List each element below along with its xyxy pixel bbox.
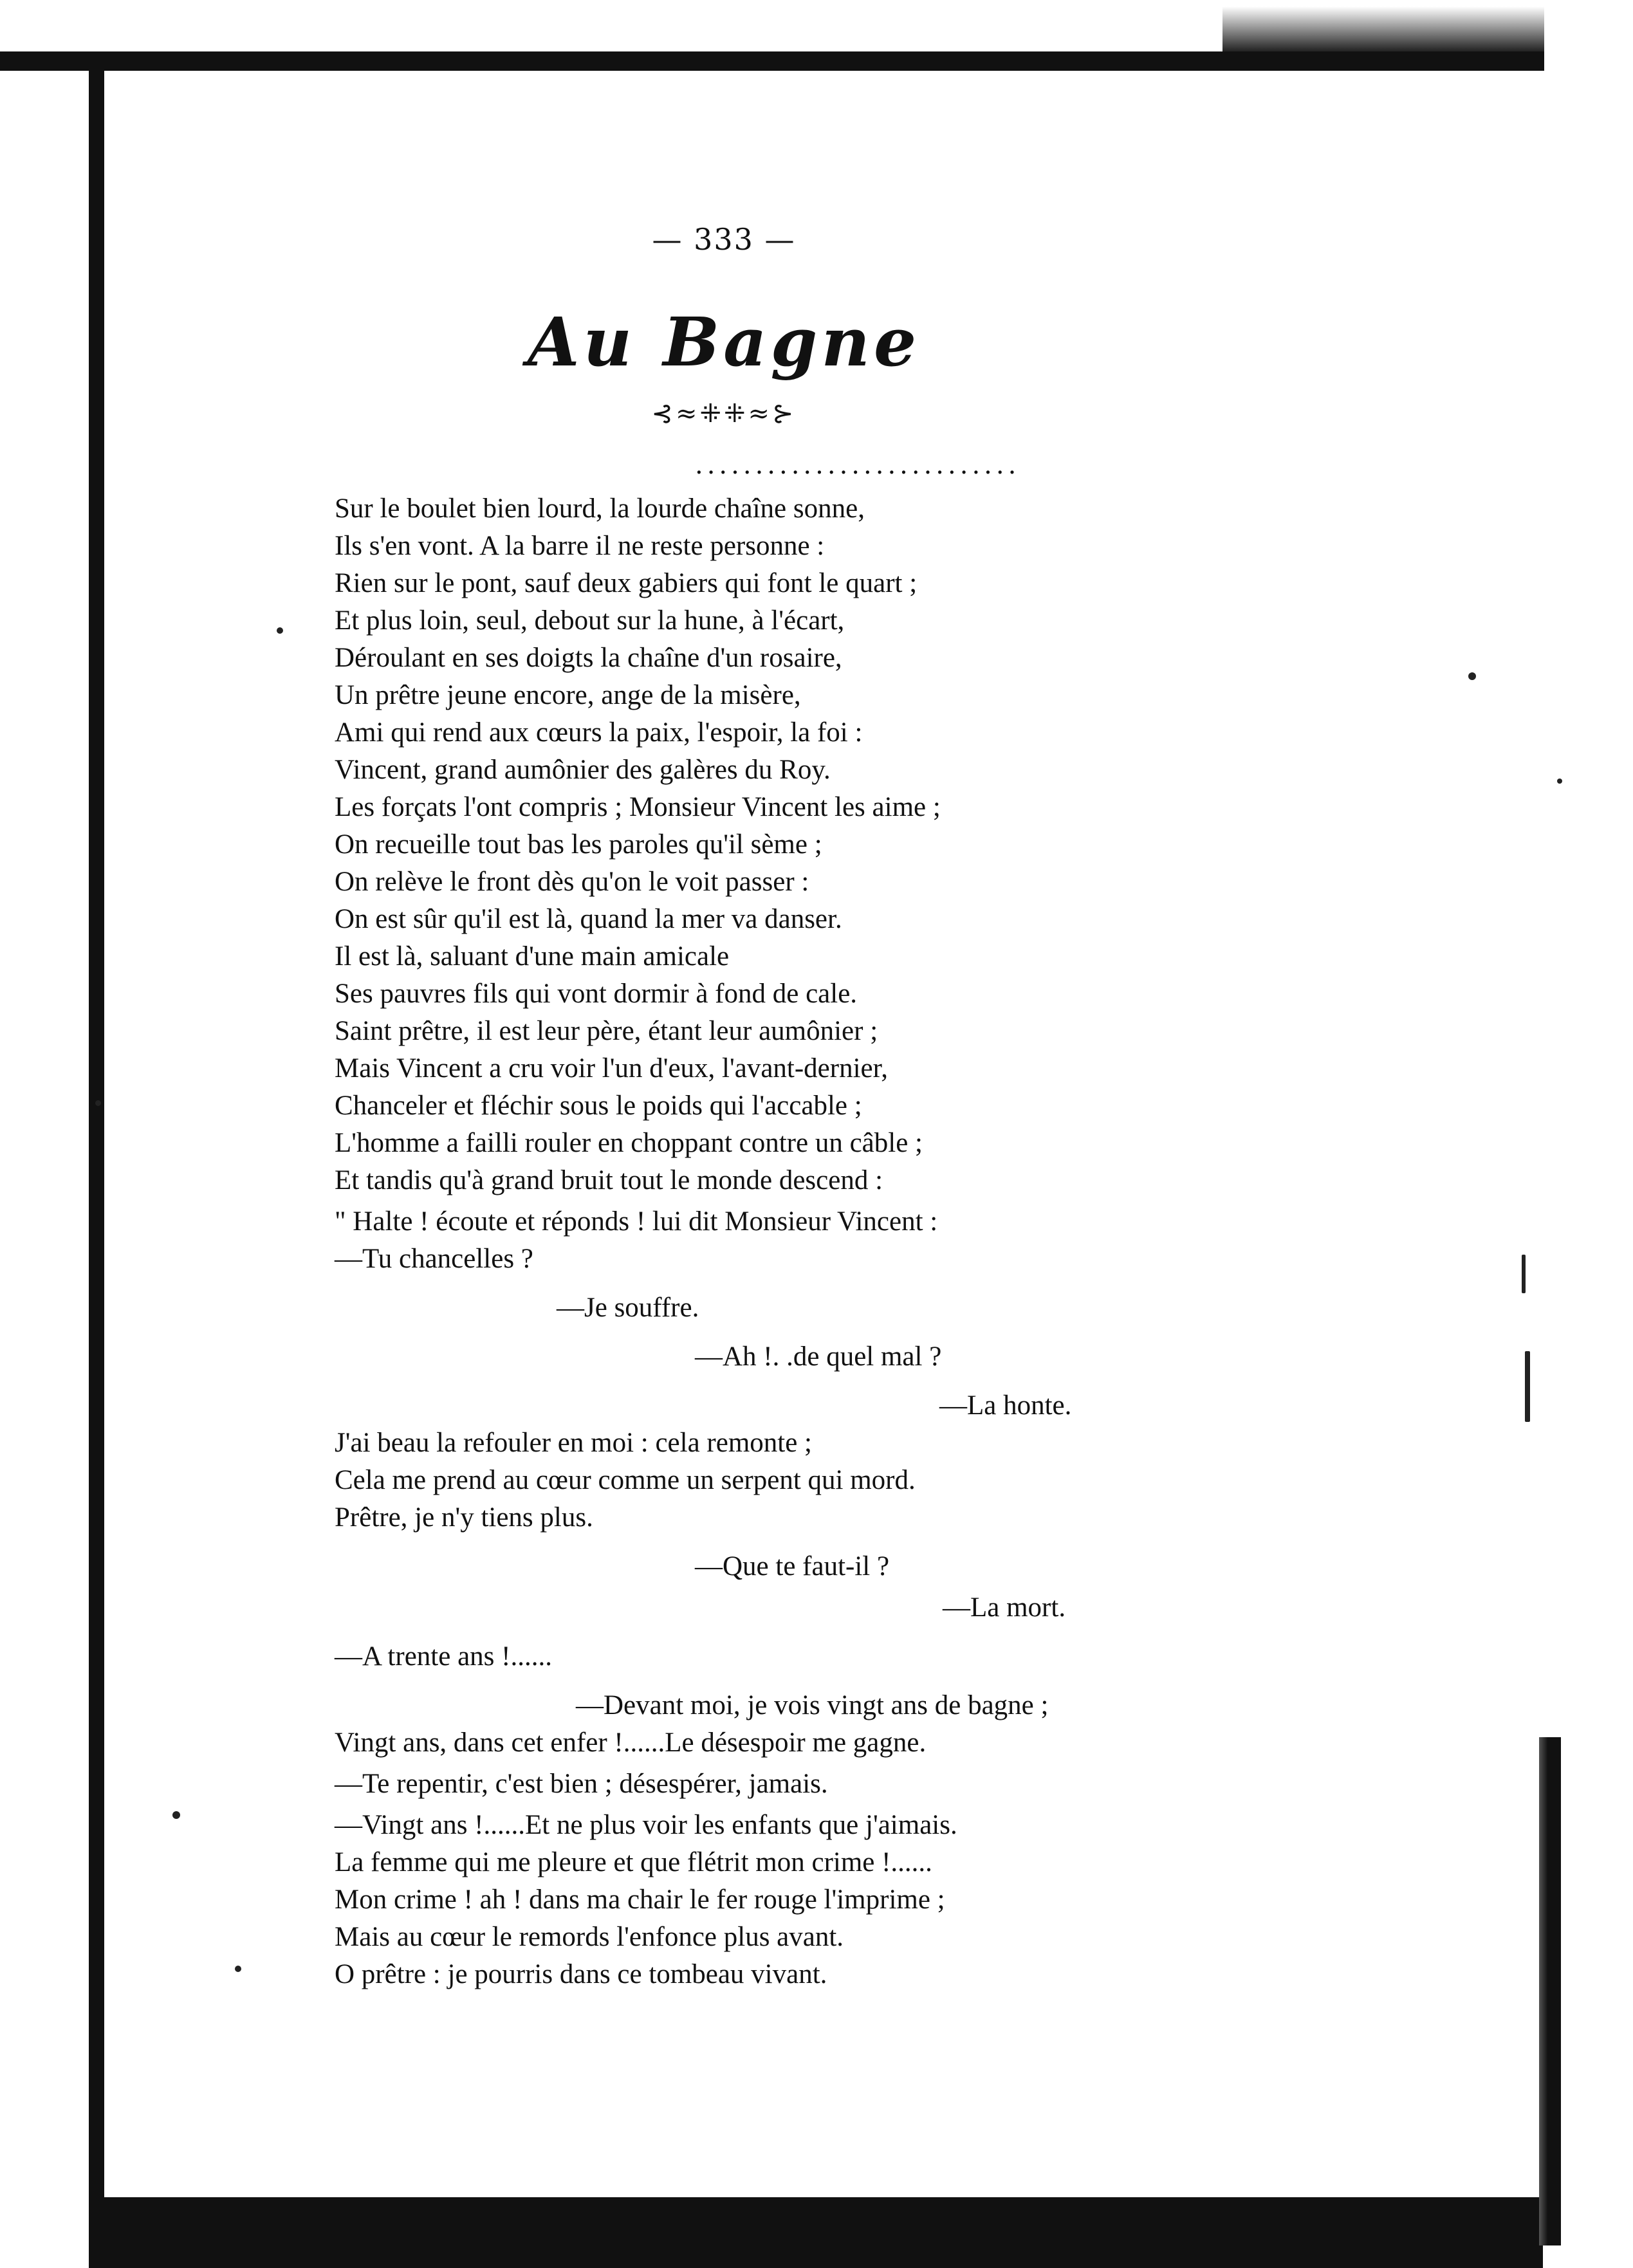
poem-line: Déroulant en ses doigts la chaîne d'un rosaire,: [335, 643, 842, 673]
dialogue-line: —Vingt ans !......Et ne plus voir les enfants que j'aimais.: [335, 1810, 957, 1840]
top-rule: [0, 51, 1544, 71]
poem-line: Sur le boulet bien lourd, la lourde chaîne sonne,: [335, 493, 865, 524]
poem-line: O prêtre : je pourris dans ce tombeau vivant.: [335, 1959, 827, 1989]
poem-line: Ses pauvres fils qui vont dormir à fond de cale.: [335, 979, 858, 1009]
scan-speck: [1525, 1351, 1530, 1422]
left-rule: [89, 64, 104, 2268]
poem-line: J'ai beau la refouler en moi : cela remonte ;: [335, 1428, 813, 1458]
ellipsis-line: ...........................: [695, 450, 1020, 480]
scan-speck: [1522, 1255, 1526, 1293]
poem-line: Vingt ans, dans cet enfer !......Le désespoir me gagne.: [335, 1728, 927, 1758]
poem-line: Un prêtre jeune encore, ange de la misère,: [335, 680, 801, 710]
scan-speck: [277, 627, 283, 634]
dialogue-line: —Ah !. .de quel mal ?: [695, 1341, 942, 1372]
dialogue-line: —La mort.: [943, 1592, 1066, 1623]
bottom-rule: [89, 2197, 1543, 2268]
page-title: Au Bagne: [527, 302, 921, 382]
poem-line: Il est là, saluant d'une main amicale: [335, 941, 730, 972]
dialogue-line: —Je souffre.: [557, 1293, 699, 1323]
poem-line: Et tandis qu'à grand bruit tout le monde descend :: [335, 1165, 883, 1195]
poem-line: On est sûr qu'il est là, quand la mer va danser.: [335, 904, 842, 934]
scan-speck: [95, 1100, 101, 1106]
poem-line: Mon crime ! ah ! dans ma chair le fer rouge l'imprime ;: [335, 1885, 945, 1915]
scan-speck: [1468, 672, 1476, 680]
poem-line: Les forçats l'ont compris ; Monsieur Vincent les aime ;: [335, 792, 941, 822]
poem-line: —Tu chancelles ?: [335, 1244, 533, 1274]
poem-line: Mais Vincent a cru voir l'un d'eux, l'avant-dernier,: [335, 1053, 888, 1083]
dialogue-line: —Devant moi, je vois vingt ans de bagne ;: [576, 1690, 1049, 1720]
dialogue-line: —Que te faut-il ?: [695, 1551, 890, 1581]
poem-line: Vincent, grand aumônier des galères du Roy.: [335, 755, 831, 785]
poem-line: Et plus loin, seul, debout sur la hune, à l'écart,: [335, 605, 845, 636]
scan-speck: [235, 1966, 241, 1972]
poem-line: On relève le front dès qu'on le voit passer :: [335, 867, 809, 897]
scan-speck: [1557, 779, 1562, 784]
poem-line: On recueille tout bas les paroles qu'il sème ;: [335, 829, 822, 860]
poem-line: La femme qui me pleure et que flétrit mon crime !......: [335, 1847, 932, 1877]
poem-line: Cela me prend au cœur comme un serpent qui mord.: [335, 1465, 916, 1495]
poem-line: L'homme a failli rouler en choppant contre un câble ;: [335, 1128, 923, 1158]
dialogue-line: —A trente ans !......: [335, 1641, 552, 1672]
poem-line: Ils s'en vont. A la barre il ne reste personne :: [335, 531, 825, 561]
poem-body: [335, 490, 1184, 1993]
poem-line: Chanceler et fléchir sous le poids qui l'accable ;: [335, 1091, 862, 1121]
poem-line: Ami qui rend aux cœurs la paix, l'espoir, la foi :: [335, 717, 863, 748]
scan-speck: [172, 1811, 180, 1819]
poem-line: " Halte ! écoute et réponds ! lui dit Monsieur Vincent :: [335, 1206, 938, 1237]
poem-line: Rien sur le pont, sauf deux gabiers qui font le quart ;: [335, 568, 918, 598]
poem-line: Prêtre, je n'y tiens plus.: [335, 1502, 593, 1533]
title-ornament: ⊰≈⁜⁜≈⊱: [651, 399, 797, 429]
dialogue-line: —Te repentir, c'est bien ; désespérer, jamais.: [335, 1769, 828, 1799]
right-edge-shadow: [1539, 1737, 1561, 2245]
page-number: — 333 —: [652, 222, 796, 257]
poem-line: Saint prêtre, il est leur père, étant leur aumônier ;: [335, 1016, 878, 1046]
poem-line: Mais au cœur le remords l'enfonce plus avant.: [335, 1922, 844, 1952]
dialogue-line: —La honte.: [939, 1390, 1072, 1421]
